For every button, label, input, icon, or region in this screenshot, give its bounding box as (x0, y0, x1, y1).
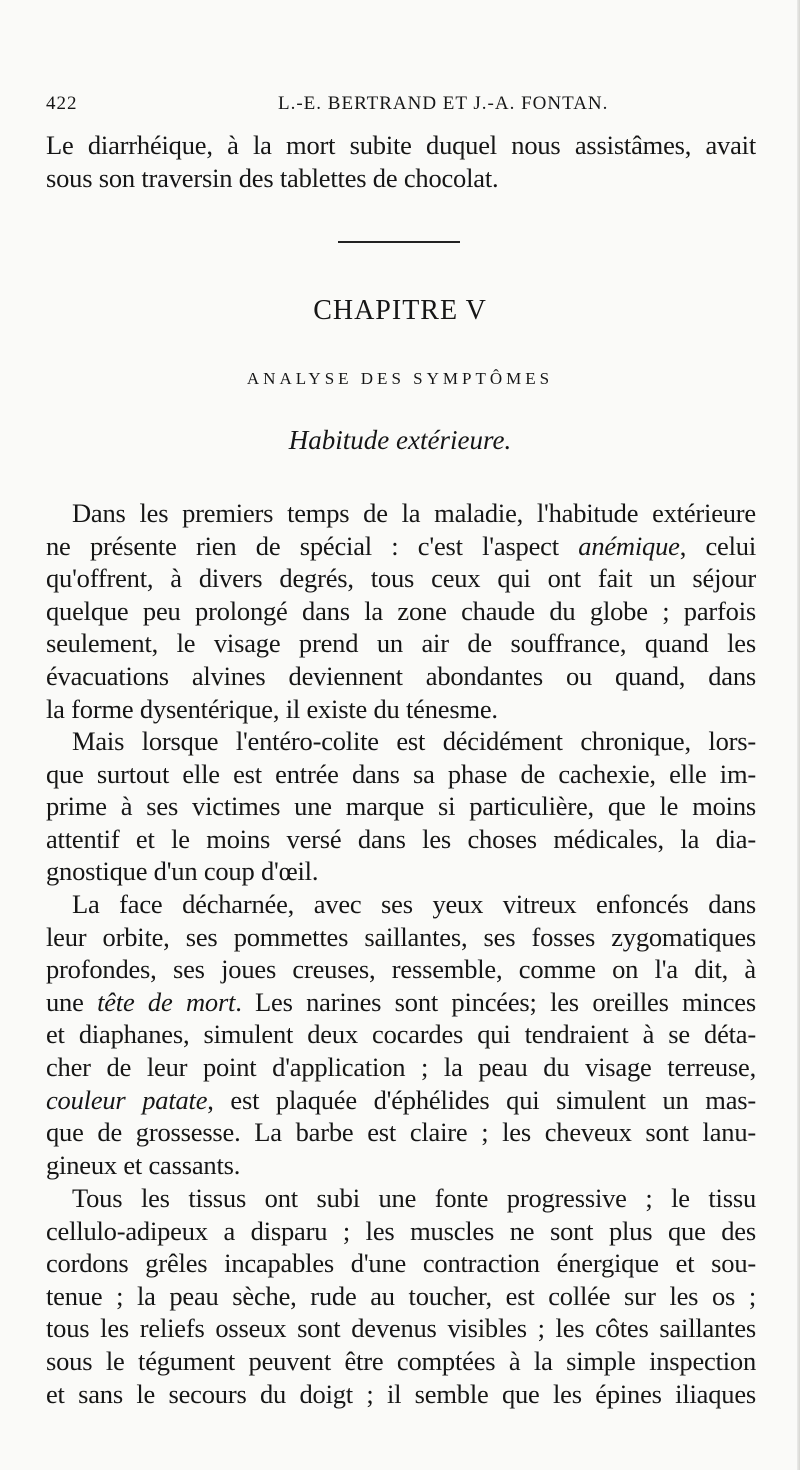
text-line: quelque peu prolongé dans la zone chaude du globe ; parfois (46, 595, 756, 626)
text-line: tenue ; la peau sèche, rude au toucher, est collée sur les os ; (46, 1280, 756, 1311)
text-line: sous son traversin des tablettes de chocolat. (46, 162, 499, 193)
text-line: la forme dysentérique, il existe du ténesme. (46, 693, 498, 724)
italic-term: couleur patate (46, 1084, 208, 1115)
text-line: et diaphanes, simulent deux cocardes qui tendraient à se déta- (46, 1019, 756, 1050)
text-line: que de grossesse. La barbe est claire ; les cheveux sont lanu- (46, 1117, 756, 1148)
text-line: ne présente rien de spécial : c'est l'aspect anémique, celui (46, 530, 756, 561)
text-line: attentif et le moins versé dans les choses médicales, la dia- (46, 823, 756, 854)
text-line: prime à ses victimes une marque si particulière, que le moins (46, 791, 756, 822)
text-line: cellulo-adipeux a disparu ; les muscles ne sont plus que des (46, 1215, 756, 1246)
page-header (46, 93, 758, 123)
text-line: couleur patate, est plaquée d'éphélides qui simulent un mas- (46, 1084, 756, 1115)
text-line: sous le tégument peuvent être comptées à la simple inspection (46, 1345, 756, 1376)
text-line: que surtout elle est entrée dans sa phase de cachexie, elle im- (46, 758, 756, 789)
text-line: Tous les tissus ont subi une fonte progressive ; le tissu (72, 1183, 756, 1213)
italic-term: tête de mort (97, 986, 236, 1017)
section-title: ANALYSE DES SYMPTÔMES (246, 369, 554, 388)
intro-paragraph (46, 129, 756, 194)
section-divider (338, 241, 460, 243)
page-number: 422 (46, 93, 78, 114)
text-line: cher de leur point d'application ; la peau du visage terreuse, (46, 1051, 756, 1082)
paragraph-2 (46, 725, 756, 888)
chapter-title: CHAPITRE V (313, 295, 487, 326)
paragraph-3 (46, 888, 756, 1181)
text-line: Dans les premiers temps de la maladie, l'habitude extérieure (72, 498, 756, 528)
text-line: La face décharnée, avec ses yeux vitreux enfoncés dans (72, 889, 756, 919)
italic-term: anémique (578, 530, 680, 561)
paragraph-1 (46, 497, 756, 725)
text-line: gnostique d'un coup d'œil. (46, 856, 319, 887)
text-line: et sans le secours du doigt ; il semble que les épines iliaques (46, 1378, 756, 1409)
subsection-title: Habitude extérieure. (288, 425, 512, 455)
running-head: L.-E. BERTRAND ET J.-A. FONTAN. (278, 93, 609, 114)
text-line: Mais lorsque l'entéro-colite est décidément chronique, lors- (72, 726, 756, 756)
paragraph-4 (46, 1182, 756, 1410)
text-line: qu'offrent, à divers degrés, tous ceux qui ont fait un séjour (46, 563, 756, 594)
text-line: une tête de mort. Les narines sont pincées; les oreilles minces (46, 986, 756, 1017)
text-line: gineux et cassants. (46, 1149, 241, 1180)
text-line: profondes, ses joues creuses, ressemble, comme on l'a dit, à (46, 954, 756, 985)
text-line: Le diarrhéique, à la mort subite duquel nous assistâmes, avait (46, 130, 756, 160)
text-line: tous les reliefs osseux sont devenus visibles ; les côtes saillantes (46, 1313, 756, 1344)
text-line: cordons grêles incapables d'une contraction énergique et sou- (46, 1248, 756, 1279)
text-line: évacuations alvines deviennent abondantes ou quand, dans (46, 660, 756, 691)
text-line: leur orbite, ses pommettes saillantes, ses fosses zygomatiques (46, 921, 756, 952)
text-line: seulement, le visage prend un air de souffrance, quand les (46, 628, 756, 659)
